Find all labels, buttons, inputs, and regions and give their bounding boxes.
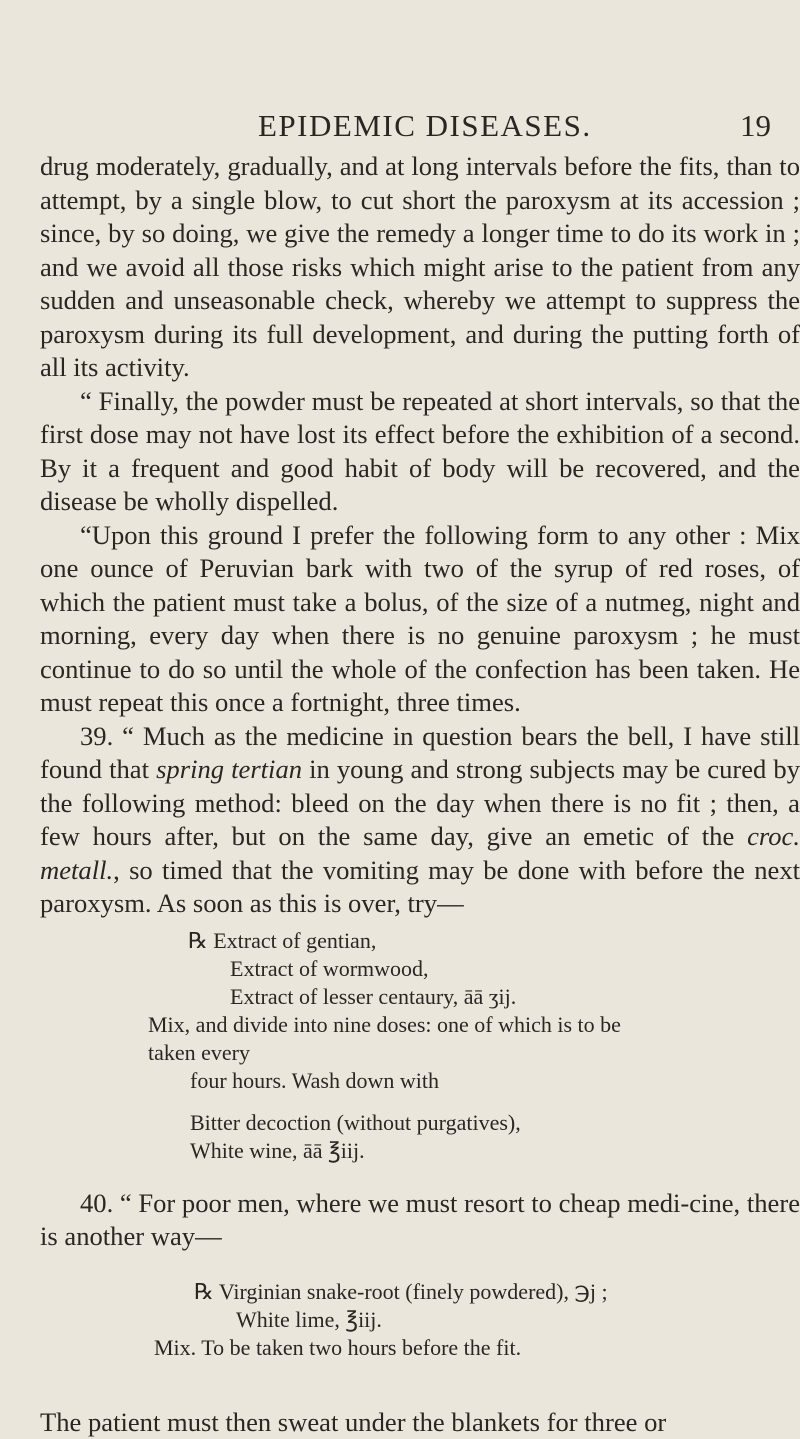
- paragraph-39: [40, 720, 800, 921]
- prescription-1-mix-line: Mix, and divide into nine doses: one of which is to be taken every: [148, 1011, 668, 1067]
- paragraph-39-part-a: 39. “ Much as the medicine in question bears the bell, I have still found that: [40, 721, 800, 785]
- prescription-2: [194, 1278, 800, 1362]
- prescription-1-vehicle-line-2: White wine, āā ℥iij.: [190, 1137, 800, 1165]
- paragraph-2: “ Finally, the powder must be repeated at short intervals, so that the first dose may not have lost its effect before the exhibition of a second. By it a frequent and good habit of body will be recovered, and the disease be wholly dispelled.: [40, 385, 800, 519]
- prescription-2-line-1: ℞ Virginian snake-root (finely powdered), ℈j ;: [194, 1278, 800, 1306]
- paragraph-39-part-b: in young and strong subjects may be cured by the following method: bleed on the day when there is no fit ; then, a few hours after, but on the same day, give an emetic of the: [40, 754, 800, 851]
- page-header: [0, 106, 800, 146]
- running-title: EPIDEMIC DISEASES.: [258, 106, 592, 146]
- page-number: 19: [740, 106, 771, 146]
- paragraph-40: 40. “ For poor men, where we must resort to cheap medi-cine, there is another way—: [40, 1187, 800, 1254]
- prescription-1-vehicle: [190, 1109, 800, 1165]
- paragraph-final: The patient must then sweat under the blankets for three or: [40, 1406, 800, 1439]
- prescription-1-mix-continuation: four hours. Wash down with: [148, 1067, 668, 1095]
- prescription-1: [40, 927, 800, 1011]
- prescription-1-line-3: Extract of lesser centaury, āā ʒij.: [188, 983, 800, 1011]
- prescription-1-line-1: ℞ Extract of gentian,: [188, 927, 800, 955]
- paragraph-1: drug moderately, gradually, and at long intervals before the fits, than to attempt, by a single blow, to cut short the paroxysm at its accession ; since, by so doing, we give the remedy a longer time to do its work in ; and we avoid all those risks which might arise to the patient from any sudden and unseasonable check, whereby we attempt to suppress the paroxysm during its full development, and during the putting forth of all its activity.: [40, 150, 800, 385]
- prescription-1-vehicle-line-1: Bitter decoction (without purgatives),: [190, 1109, 800, 1137]
- paragraph-39-italic-spring-tertian: spring tertian: [156, 754, 302, 784]
- paragraph-3: “Upon this ground I prefer the following form to any other : Mix one ounce of Peruvian bark with two of the syrup of red roses, of which the patient must take a bolus, of the size of a nutmeg, night and morning, every day when there is no genuine paroxysm ; he must continue to do so until the whole of the confection has been taken. He must repeat this once a fortnight, three times.: [40, 519, 800, 720]
- prescription-2-line-2: White lime, ℥iij.: [194, 1306, 800, 1334]
- prescription-2-mix: Mix. To be taken two hours before the fit.: [154, 1334, 800, 1362]
- paragraph-39-part-c: , so timed that the vomiting may be done with before the next paroxysm. As soon as this is over, try—: [40, 855, 800, 919]
- page-body: [40, 150, 800, 1439]
- paragraph-39-italic-croc-metall: croc. metall.: [40, 821, 800, 885]
- prescription-1-line-2: Extract of wormwood,: [188, 955, 800, 983]
- prescription-1-mix: [148, 1011, 668, 1095]
